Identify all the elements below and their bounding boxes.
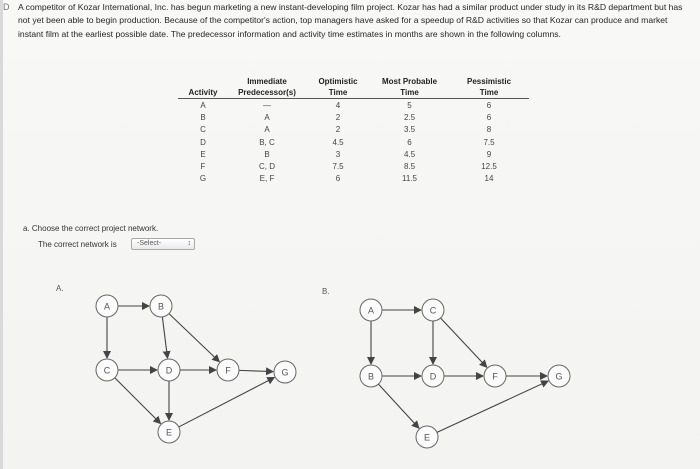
table-row: F C, D 7.5 8.5 12.5 — [200, 162, 497, 172]
edge-c-e — [115, 378, 161, 424]
question-marker-icon: D — [3, 2, 10, 12]
network-b[interactable] — [360, 299, 570, 448]
node-label-f: F — [225, 365, 231, 376]
node-label-d: D — [165, 365, 173, 376]
node-label-g: G — [281, 367, 289, 378]
table-header: Most Probable — [381, 77, 438, 86]
select-value: -Select- — [137, 240, 162, 247]
network-a[interactable] — [96, 295, 296, 443]
problem-statement: A competitor of Kozar International, Inc. has begun marketing a new instant-developing film project. Kozar has had a similar product under study in its R&D department but has not yet been able to begin production. Because of the competitor's action, top managers have asked for a speedup of R&D activities so that Kozar can produce and market instant film at the earliest possible date. The predecessor information and activity time estimates in months are shown in the following columns. — [18, 2, 683, 39]
table-row: G E, F 6 11.5 14 — [199, 174, 494, 184]
node-label-e: E — [423, 432, 431, 443]
node-label-c: C — [103, 365, 111, 376]
question-a: a. Choose the correct project network. — [23, 224, 159, 233]
node-label-b: B — [367, 371, 375, 382]
table-header: Predecessor(s) — [228, 87, 306, 99]
edge-f-g — [239, 370, 273, 371]
node-label-g: G — [555, 371, 563, 382]
edge-b-d — [162, 317, 167, 358]
table-row: A — 4 5 6 — [200, 100, 492, 110]
edge-b-e — [378, 384, 418, 428]
table-header: Immediate — [247, 77, 287, 86]
edge-b-f — [169, 314, 219, 362]
option-b-label: B. — [322, 287, 330, 296]
node-label-e: E — [165, 427, 173, 438]
table-header: Time — [449, 87, 529, 99]
table-row: B A 2 2.5 6 — [200, 112, 492, 122]
table-row: E B 3 4.5 9 — [200, 149, 492, 159]
node-label-b: B — [157, 301, 165, 312]
node-label-c: C — [429, 305, 437, 316]
table-row: C A 2 3.5 8 — [200, 125, 492, 135]
table-header: Activity — [178, 87, 228, 99]
table-header: Pessimistic — [466, 77, 512, 86]
node-label-f: F — [492, 371, 498, 382]
edge-c-f — [441, 318, 487, 367]
node-label-d: D — [429, 371, 437, 382]
network-prompt: The correct network is — [38, 240, 117, 249]
edge-e-g — [437, 381, 548, 432]
node-label-a: A — [367, 305, 375, 316]
table-header: Optimistic — [318, 77, 358, 86]
option-a-label: A. — [56, 284, 64, 293]
edge-e-g — [179, 378, 275, 427]
select-arrow-icon: ↕ — [187, 240, 191, 247]
node-label-a: A — [103, 301, 111, 312]
table-row: D B, C 4.5 6 7.5 — [200, 137, 495, 147]
table-header: Time — [370, 87, 449, 99]
table-header: Time — [306, 87, 370, 99]
